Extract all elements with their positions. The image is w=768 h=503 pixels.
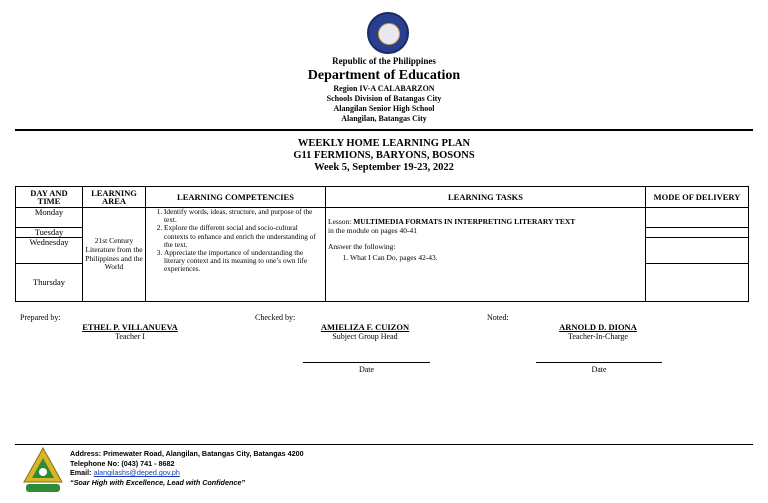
checked-title: Subject Group Head: [332, 332, 398, 341]
school-address-line: Alangilan, Batangas City: [341, 114, 427, 123]
header-divider: [15, 129, 753, 131]
footer-motto: “Soar High with Excellence, Lead with Confidence”: [70, 478, 245, 488]
table-header-row: [16, 187, 749, 208]
tasks-cell: [326, 208, 646, 302]
plan-week: Week 5, September 19-23, 2022: [314, 162, 454, 173]
footer-info: [70, 449, 304, 488]
region-line: Region IV-A CALABARZON: [333, 84, 435, 93]
noted-block: [530, 322, 666, 341]
list-item: 2. Explore the different social and socio-cultural contexts to enhance and enrich the understanding of the text.: [164, 224, 323, 249]
list-item: 1. What I Can Do, pages 42-43.: [350, 254, 643, 263]
day-thursday: Thursday: [16, 264, 83, 302]
delivery-cell: [646, 264, 749, 302]
school-logo-icon: [22, 446, 64, 496]
noted-date-label: Date: [591, 365, 607, 374]
list-item: 3. Appreciate the importance of understanding the literary context and its meaning to one’s own life experiences.: [164, 249, 323, 274]
header-delivery: MODE OF DELIVERY: [646, 187, 749, 208]
department-title: Department of Education: [307, 68, 461, 83]
day-wednesday: Wednesday: [16, 238, 83, 264]
checked-date-label: Date: [358, 365, 375, 374]
delivery-cell: [646, 238, 749, 264]
school-line: Alangilan Senior High School: [333, 104, 435, 113]
prepared-title: Teacher I: [115, 332, 145, 341]
header-tasks: LEARNING TASKS: [326, 187, 646, 208]
day-monday: Monday: [16, 208, 83, 228]
plan-title: WEEKLY HOME LEARNING PLAN: [297, 138, 471, 149]
lesson-pages: in the module on pages 40-41: [328, 225, 417, 235]
noted-title: Teacher-In-Charge: [568, 332, 628, 341]
division-line: Schools Division of Batangas City: [326, 94, 442, 103]
delivery-cell: [646, 208, 749, 228]
footer-address: Address: Primewater Road, Alangilan, Batangas City, Batangas 4200: [70, 449, 304, 458]
learning-area-cell: 21st Century Literature from the Philippines and the World: [83, 208, 146, 302]
learning-plan-table: [15, 186, 749, 302]
prepared-by-label: Prepared by:: [20, 313, 61, 322]
noted-name: ARNOLD D. DIONA: [559, 322, 637, 332]
checked-block: [300, 322, 430, 341]
day-tuesday: Tuesday: [16, 228, 83, 238]
answer-intro: Answer the following:: [328, 242, 396, 252]
prepared-block: [60, 322, 200, 341]
checked-date-line: [303, 362, 430, 363]
header-learning-area: LEARNING AREA: [83, 187, 146, 208]
prepared-name: ETHEL P. VILLANUEVA: [82, 322, 178, 332]
table-row: [16, 208, 749, 228]
competencies-list: [148, 208, 323, 273]
footer-email-line: [70, 468, 304, 478]
footer-telephone: Telephone No: (043) 741 - 8682: [70, 458, 175, 468]
noted-label: Noted:: [487, 313, 509, 322]
plan-section: G11 FERMIONS, BARYONS, BOSONS: [293, 150, 475, 161]
lesson-title: MULTIMEDIA FORMATS IN INTERPRETING LITERARY TEXT: [353, 217, 576, 226]
header-competencies: LEARNING COMPETENCIES: [146, 187, 326, 208]
list-item: 1. Identify words, ideas, structure, and purpose of the text.: [164, 208, 323, 224]
checked-by-label: Checked by:: [255, 313, 296, 322]
deped-seal-logo: [367, 12, 409, 54]
delivery-cell: [646, 228, 749, 238]
footer-divider: [15, 444, 753, 445]
header-day-time: DAY AND TIME: [16, 187, 83, 208]
noted-date-line: [536, 362, 662, 363]
footer-email-link[interactable]: alangilashs@deped.gov.ph: [93, 468, 180, 478]
footer-email-label: Email:: [70, 468, 92, 478]
lesson-prefix: Lesson:: [328, 217, 352, 226]
republic-line: Republic of the Philippines: [332, 56, 436, 66]
competencies-cell: [146, 208, 326, 302]
task-list: [328, 254, 643, 263]
checked-name: AMIELIZA F. CUIZON: [320, 322, 410, 332]
